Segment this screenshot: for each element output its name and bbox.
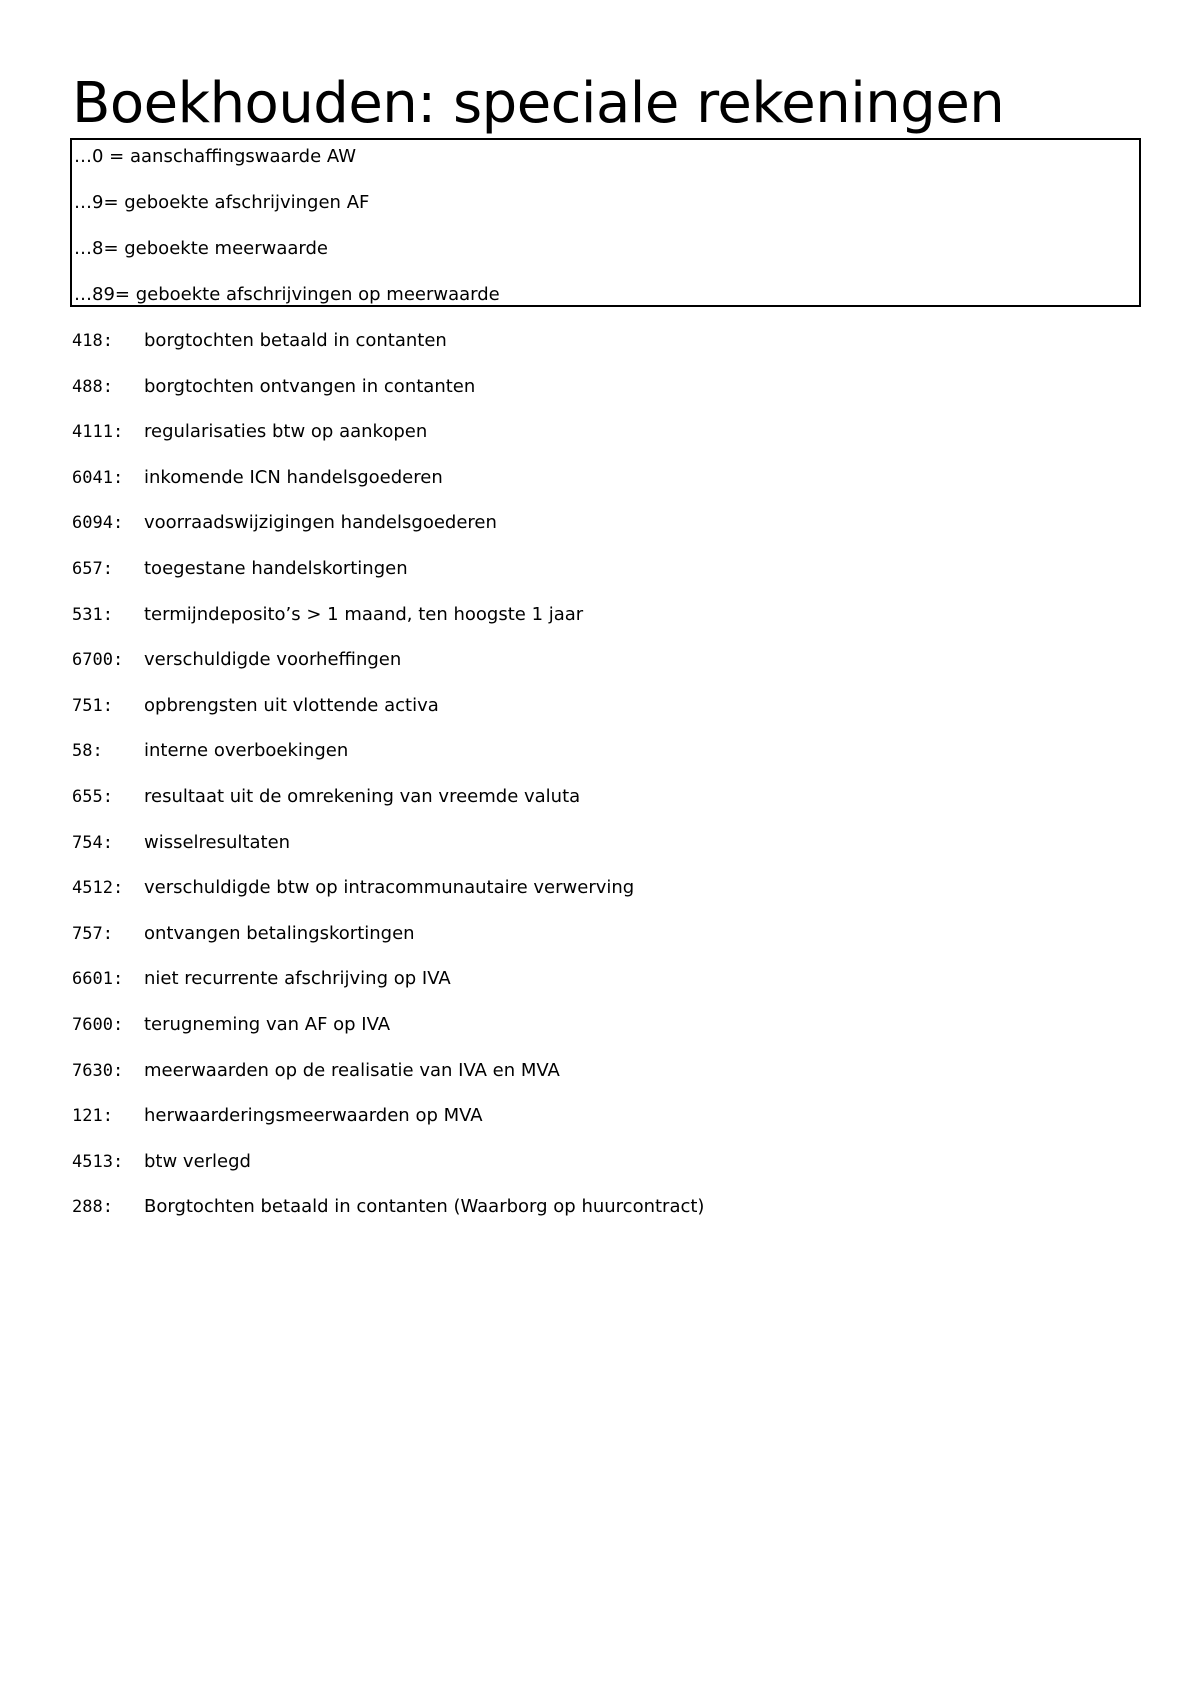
account-description: herwaarderingsmeerwaarden op MVA [144,1105,483,1127]
account-code: 4111: [72,422,124,443]
account-code: 288: [72,1197,113,1218]
account-description: toegestane handelskortingen [144,558,408,579]
account-entry [72,876,1132,904]
account-entry [72,1150,1132,1178]
account-description: verschuldigde voorheffingen [144,649,402,671]
page-title: Boekhouden: speciale rekeningen [72,71,1005,136]
account-entry [72,1104,1132,1132]
account-code: 7630: [72,1060,124,1081]
account-code: 6700: [72,650,124,671]
account-description: voorraadswijzigingen handelsgoederen [144,512,497,534]
account-code: 58: [72,741,103,762]
legend-line: …89= geboekte afschrijvingen op meerwaarde [74,284,500,305]
account-entry [72,603,1132,631]
account-entry [72,1059,1132,1087]
legend-line: …8= geboekte meerwaarde [74,238,328,259]
account-description: ontvangen betalingskortingen [144,922,415,944]
account-description: resultaat uit de omrekening van vreemde valuta [144,786,581,807]
account-description: opbrengsten uit vlottende activa [144,694,439,716]
account-code: 655: [72,787,113,807]
account-description: inkomende ICN handelsgoederen [144,466,443,488]
account-entry [72,739,1132,767]
account-entry [72,329,1132,357]
account-code: 751: [72,695,113,716]
account-description: wisselresultaten [144,831,291,853]
account-description: termijndeposito’s > 1 maand, ten hoogste 1 jaar [144,603,584,625]
account-entry [72,375,1132,403]
account-code: 488: [72,376,113,397]
account-entry [72,1195,1132,1223]
account-entry [72,466,1132,494]
account-entry [72,511,1132,539]
account-description: borgtochten betaald in contanten [144,330,447,351]
account-code: 7600: [72,1015,124,1035]
account-entry [72,785,1132,813]
account-code: 4513: [72,1151,124,1172]
account-description: meerwaarden op de realisatie van IVA en MVA [144,1059,560,1081]
account-description: borgtochten ontvangen in contanten [144,375,476,397]
account-entry [72,648,1132,676]
suffix-legend-box [70,138,1141,307]
account-code: 6094: [72,513,124,534]
account-code: 531: [72,604,113,625]
account-description: btw verlegd [144,1150,251,1172]
account-entry [72,420,1132,448]
account-entry [72,694,1132,722]
account-entry [72,922,1132,950]
account-code: 4512: [72,878,124,899]
account-description: interne overboekingen [144,740,349,762]
account-code: 754: [72,832,113,853]
account-code: 121: [72,1106,113,1127]
account-code: 6601: [72,969,124,990]
legend-line: …9= geboekte afschrijvingen AF [74,192,370,213]
account-description: regularisaties btw op aankopen [144,421,428,443]
account-entry [72,967,1132,995]
account-entry [72,1013,1132,1041]
account-description: terugneming van AF op IVA [144,1014,391,1035]
legend-line: …0 = aanschaffingswaarde AW [74,146,356,167]
account-code: 657: [72,559,113,579]
account-description: verschuldigde btw op intracommunautaire verwerving [144,877,635,899]
account-description: niet recurrente afschrijving op IVA [144,968,451,990]
account-code: 757: [72,923,113,944]
account-code: 6041: [72,467,124,488]
account-entry [72,557,1132,585]
account-description: Borgtochten betaald in contanten (Waarborg op huurcontract) [144,1196,705,1218]
account-entry [72,831,1132,859]
account-code: 418: [72,331,113,351]
